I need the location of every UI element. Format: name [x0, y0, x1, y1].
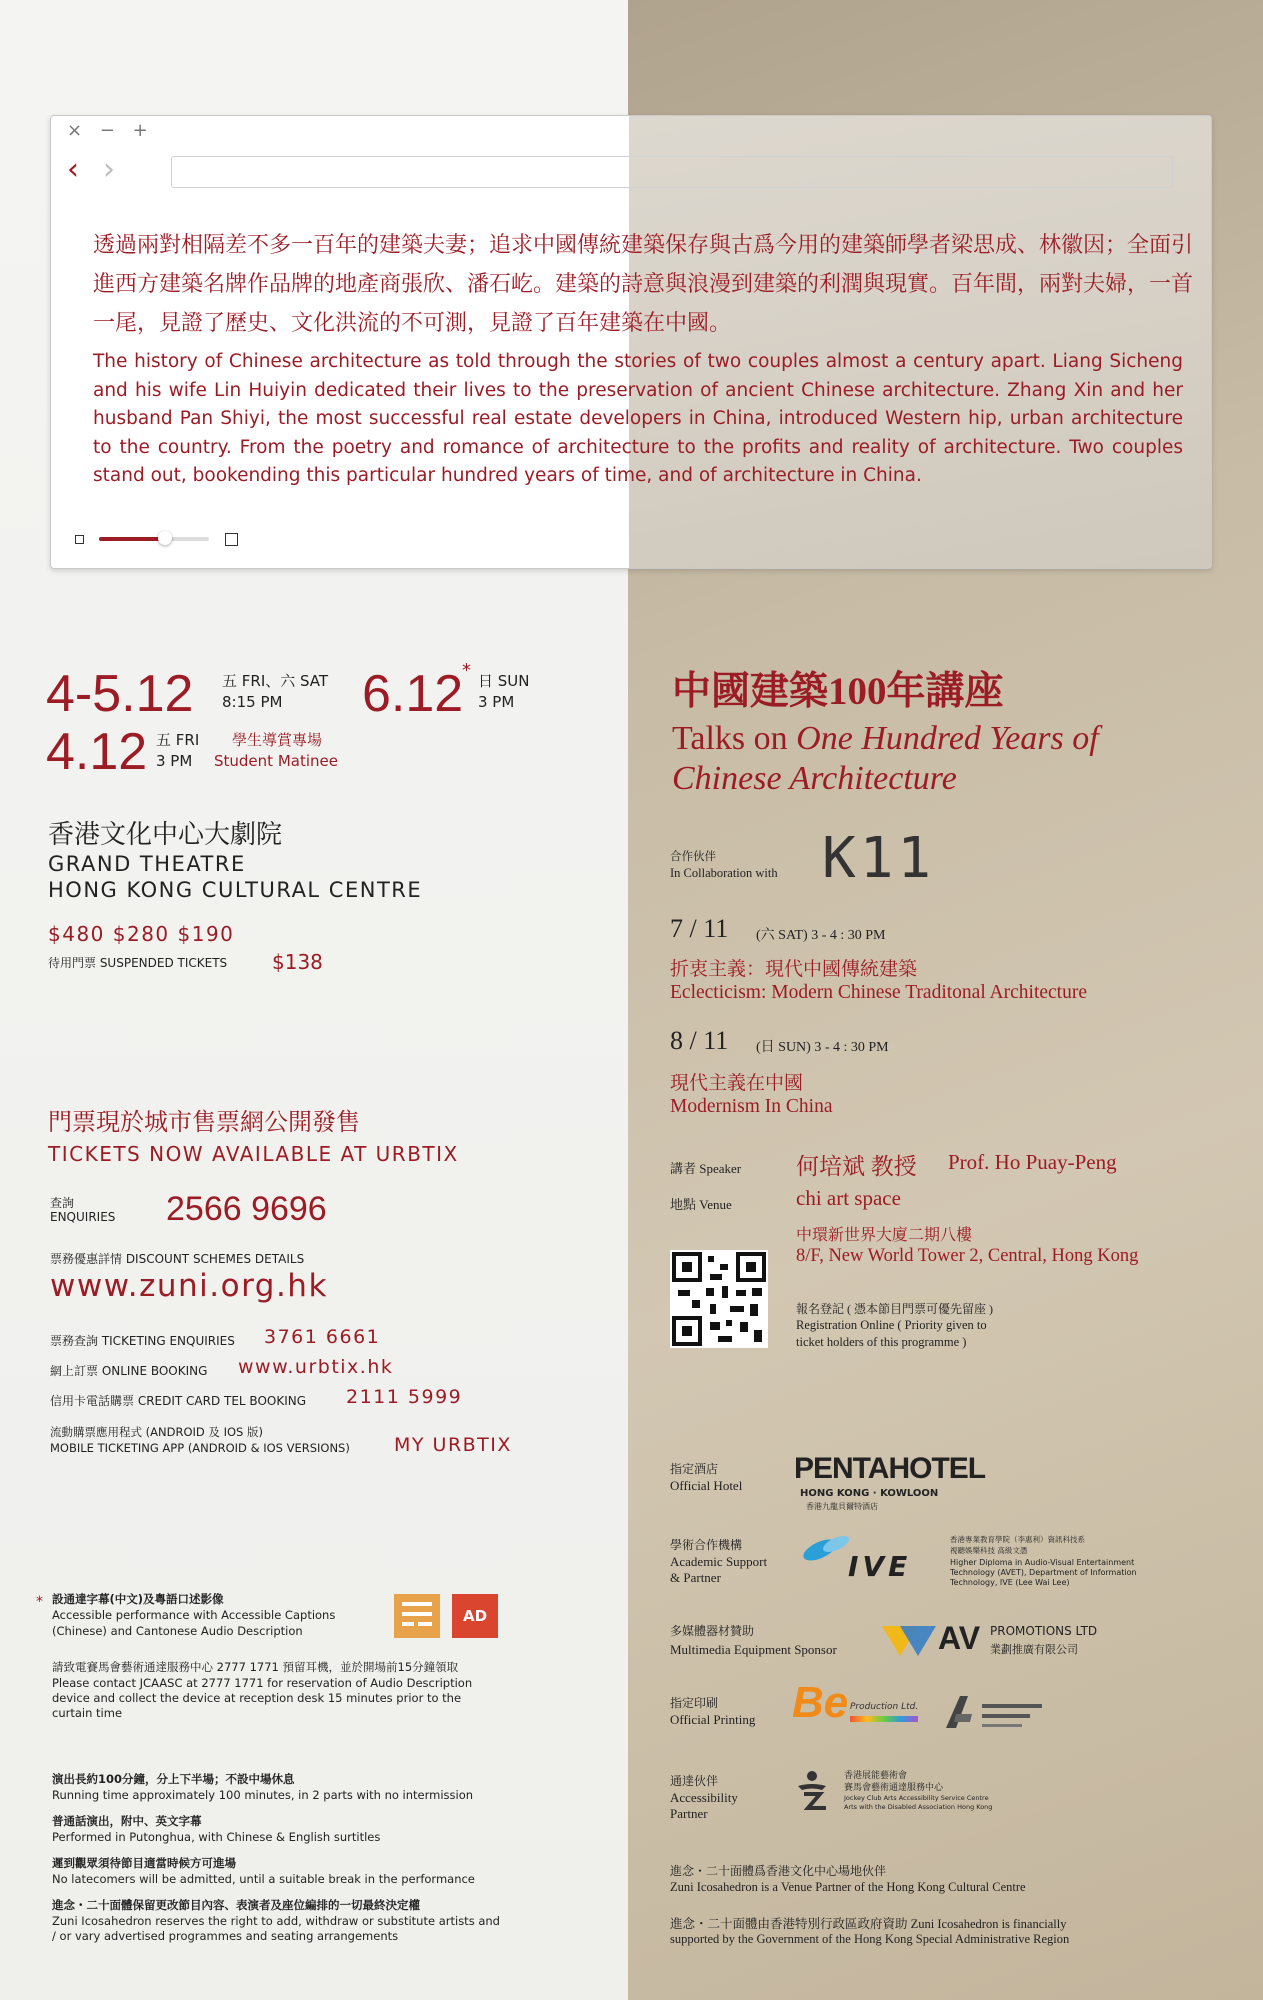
note-en: No latecomers will be admitted, until a suitable break in the performance	[52, 1872, 475, 1886]
access-en-2: (Chinese) and Cantonese Audio Description	[52, 1624, 303, 1638]
talks-venue-zh: 中環新世界大廈二期八樓	[796, 1227, 973, 1244]
session-info: (日 SUN) 3 - 4 : 30 PM	[756, 1040, 889, 1055]
jcaasc-zh-2: 賽馬會藝術通達服務中心	[844, 1783, 944, 1793]
session-title-zh: 現代主義在中國	[670, 1073, 804, 1094]
talks-title-italic: One Hundred Years of	[796, 720, 1099, 757]
website-link[interactable]: www.zuni.org.hk	[50, 1268, 328, 1304]
jcaasc-logo-icon	[792, 1768, 832, 1814]
matinee-zh: 學生導賞專場	[232, 731, 323, 749]
intro-chinese: 透過兩對相隔差不多一百年的建築夫妻；追求中國傳統建築保存與古爲今用的建築師學者梁思成、林徽因；全面引進西方建築名牌作品牌的地產商張欣、潘石屹。建築的詩意與浪漫到建築的利潤與現實。百年間，兩對夫婦，一首一尾，見證了歷史、文化洪流的不可測，見證了百年建築在中國。	[93, 233, 1194, 336]
be-production-sub: Production Ltd.	[850, 1702, 919, 1712]
access-zh: 設通達字幕(中文)及粵語口述影像	[52, 1592, 224, 1606]
session-title-en: Eclecticism: Modern Chinese Traditonal Architecture	[670, 982, 1087, 1003]
matinee-en: Student Matinee	[214, 752, 338, 770]
date-matinee-day: 五 FRI	[156, 731, 200, 749]
date-sunday-day: 日 SUN	[478, 672, 530, 690]
av-label-en: Multimedia Equipment Sponsor	[670, 1642, 837, 1657]
slider-knob[interactable]	[158, 531, 172, 545]
note-zh: 演出長約100分鐘，分上下半場；不設中場休息	[52, 1772, 295, 1786]
print-label-zh: 指定印刷	[670, 1696, 719, 1710]
academic-label-zh: 學術合作機構	[670, 1538, 743, 1552]
session-info: (六 SAT) 3 - 4 : 30 PM	[756, 928, 886, 943]
contact-zh: 請致電賽馬會藝術通達服務中心 2777 1771 預留耳機，並於開場前15分鐘領取	[52, 1660, 459, 1674]
asterisk: *	[462, 660, 471, 681]
speaker-en: Prof. Ho Puay-Peng	[948, 1150, 1117, 1174]
talks-title-prefix: Talks on	[672, 720, 797, 757]
ive-zh-1: 香港專業教育學院（李惠利）資訊科技系	[950, 1535, 1085, 1544]
av-label-zh: 多媒體器材贊助	[670, 1624, 755, 1638]
qr-code-icon	[670, 1250, 768, 1348]
hotel-label-zh: 指定酒店	[670, 1462, 719, 1476]
note-en: Performed in Putonghua, with Chinese & English surtitles	[52, 1830, 381, 1844]
talks-title-en-2: Chinese Architecture	[672, 760, 957, 797]
date-main-time: 8:15 PM	[222, 693, 283, 711]
app-label-2: MOBILE TICKETING APP (ANDROID & IOS VERSIONS)	[50, 1441, 350, 1455]
ticketing-label: 票務查詢 TICKETING ENQUIRIES	[50, 1334, 235, 1348]
registration-zh: 報名登記 ( 憑本節目門票可優先留座 )	[796, 1302, 993, 1316]
be-production-bar	[850, 1716, 918, 1722]
k11-logo: K11	[822, 826, 936, 891]
date-main: 4-5.12	[46, 665, 194, 723]
speaker-label: 講者 Speaker	[670, 1161, 742, 1176]
venue-label: 地點 Venue	[670, 1197, 732, 1212]
audio-description-icon: AD	[452, 1594, 498, 1638]
online-label: 網上訂票 ONLINE BOOKING	[50, 1364, 208, 1378]
text-window	[50, 115, 1212, 569]
session-title-en: Modernism In China	[670, 1096, 833, 1117]
footer-line-2: 進念・二十面體由香港特別行政區政府資助 Zuni Icosahedron is financially	[670, 1917, 1067, 1931]
intro-english: The history of Chinese architecture as told through the stories of two couples almost a century apart. Liang Sicheng and his wife Lin Huiyin dedicated their lives to the preservation of ancient Chinese architecture. Zhang Xin and her husband Pan Shiyi, the most successful real estate developers in China, introduced Western hip, urban architecture to the country. From the poetry and romance of architecture to the profits and reality of architecture. Two couples stand out, bookending this particular hundred years of time, and of architecture in China.	[93, 351, 1183, 486]
date-sunday: 6.12	[362, 665, 464, 723]
suspended-label: 待用門票 SUSPENDED TICKETS	[48, 956, 228, 970]
app-name[interactable]: MY URBTIX	[394, 1434, 512, 1456]
footer-line-3: supported by the Government of the Hong Kong Special Administrative Region	[670, 1932, 1070, 1946]
zoom-slider[interactable]	[75, 528, 235, 548]
chevron-right-icon[interactable]: ›	[103, 152, 115, 187]
access-partner-label-zh: 通達伙伴	[670, 1774, 719, 1788]
date-matinee-time: 3 PM	[156, 752, 193, 770]
captions-icon	[394, 1594, 440, 1638]
access-partner-label-en-2: Partner	[670, 1806, 708, 1821]
footer-line-1-en: Zuni Icosahedron is a Venue Partner of the Hong Kong Cultural Centre	[670, 1880, 1026, 1894]
registration-en-1[interactable]: Registration Online ( Priority given to	[796, 1318, 987, 1332]
access-en-1: Accessible performance with Accessible Captions	[52, 1608, 336, 1622]
academic-label-en-2: & Partner	[670, 1570, 721, 1585]
note-zh: 進念・二十面體保留更改節目內容、表演者及座位編排的一切最終決定權	[52, 1898, 420, 1912]
zoom-in-icon[interactable]	[225, 533, 238, 546]
zoom-out-icon[interactable]	[75, 535, 84, 544]
tickets-en: TICKETS NOW AVAILABLE AT URBTIX	[48, 1142, 459, 1166]
note-zh: 遲到觀眾須待節目適當時候方可進場	[52, 1856, 236, 1870]
ive-en-1: Higher Diploma in Audio-Visual Entertainment	[950, 1558, 1135, 1567]
suspended-price: $138	[272, 950, 323, 974]
ticketing-phone[interactable]: 3761 6661	[264, 1326, 381, 1348]
enquiries-zh: 查詢	[50, 1196, 75, 1210]
av-name: PROMOTIONS LTD	[990, 1624, 1098, 1638]
enquiries-phone[interactable]: 2566 9696	[166, 1190, 327, 1228]
talks-title-zh: 中國建築100年講座	[672, 670, 1004, 713]
venue-en-1: GRAND THEATRE	[48, 852, 246, 876]
note-en: Running time approximately 100 minutes, in 2 parts with no intermission	[52, 1788, 474, 1802]
online-link[interactable]: www.urbtix.hk	[238, 1356, 394, 1378]
discount-label: 票務優惠詳情 DISCOUNT SCHEMES DETAILS	[50, 1252, 305, 1266]
tickets-zh: 門票現於城市售票網公開發售	[48, 1108, 360, 1136]
session-date: 7 / 11	[670, 914, 729, 943]
ive-zh-2: 視聽娛樂科技 高級文憑	[950, 1546, 1028, 1555]
av-triangle-icon	[882, 1622, 946, 1658]
academic-label-en-1: Academic Support	[670, 1554, 768, 1569]
pentahotel-sub: HONG KONG · KOWLOON	[800, 1488, 939, 1499]
note-zh: 普通話演出，附中、英文字幕	[52, 1814, 202, 1828]
address-bar[interactable]	[171, 156, 1173, 188]
av-name-zh: 業劃推廣有限公司	[990, 1643, 1078, 1656]
date-main-days: 五 FRI、六 SAT	[222, 672, 329, 690]
jcaasc-en-1: Jockey Club Arts Accessibility Service Centre	[844, 1794, 989, 1802]
captions-icon-graphic	[394, 1594, 440, 1638]
talks-venue-name: chi art space	[796, 1186, 901, 1210]
credit-phone[interactable]: 2111 5999	[346, 1386, 463, 1408]
hotel-label-en: Official Hotel	[670, 1478, 743, 1493]
av-logo: AV	[938, 1620, 981, 1656]
print-label-en: Official Printing	[670, 1712, 756, 1727]
note-en: Zuni Icosahedron reserves the right to add, withdraw or substitute artists and / or vary advertised programmes and seating arrangements	[52, 1914, 500, 1943]
speaker-zh: 何培斌 教授	[796, 1154, 917, 1179]
collab-en: In Collaboration with	[670, 866, 778, 880]
collab-zh: 合作伙伴	[670, 851, 716, 863]
ticket-prices: $480 $280 $190	[48, 922, 235, 946]
access-star: *	[36, 1594, 43, 1610]
chevron-left-icon[interactable]: ‹	[67, 152, 79, 187]
access-partner-label-en-1: Accessibility	[670, 1790, 738, 1805]
jcaasc-en-2: Arts with the Disabled Association Hong Kong	[844, 1803, 993, 1811]
dream-print-logo	[942, 1692, 1052, 1732]
ive-logo: IVE	[848, 1550, 912, 1583]
enquiries-en: ENQUIRIES	[50, 1210, 116, 1224]
pentahotel-sub-zh: 香港九龍貝爾特酒店	[806, 1502, 878, 1511]
talks-title-en-1	[672, 720, 1099, 758]
registration-en-2: ticket holders of this programme )	[796, 1335, 967, 1349]
app-label-1: 流動購票應用程式 (ANDROID 及 IOS 版)	[50, 1425, 263, 1439]
talks-venue-en: 8/F, New World Tower 2, Central, Hong Kong	[796, 1246, 1139, 1266]
footer-line-1-zh: 進念・二十面體爲香港文化中心場地伙伴	[670, 1864, 887, 1878]
pentahotel-logo: PENTAHOTEL	[794, 1452, 986, 1485]
ive-en-3: Technology, IVE (Lee Wai Lee)	[950, 1578, 1070, 1587]
ive-en-2: Technology (AVET), Department of Information	[950, 1568, 1137, 1577]
credit-label: 信用卡電話購票 CREDIT CARD TEL BOOKING	[50, 1394, 307, 1408]
venue-zh: 香港文化中心大劇院	[48, 820, 283, 850]
slider-fill	[99, 537, 165, 541]
jcaasc-zh-1: 香港展能藝術會	[844, 1771, 908, 1781]
qr-code[interactable]	[670, 1250, 768, 1348]
date-matinee: 4.12	[46, 723, 148, 781]
date-sunday-time: 3 PM	[478, 693, 515, 711]
window-controls[interactable]: × − +	[67, 120, 154, 141]
venue-en-2: HONG KONG CULTURAL CENTRE	[48, 878, 423, 902]
be-production-logo: Be	[792, 1678, 849, 1727]
contact-en: Please contact JCAASC at 2777 1771 for reservation of Audio Description device and collect the device at reception desk 15 minutes prior to the curtain time	[52, 1676, 473, 1720]
session-date: 8 / 11	[670, 1026, 729, 1055]
session-title-zh: 折衷主義：現代中國傳統建築	[670, 959, 918, 980]
